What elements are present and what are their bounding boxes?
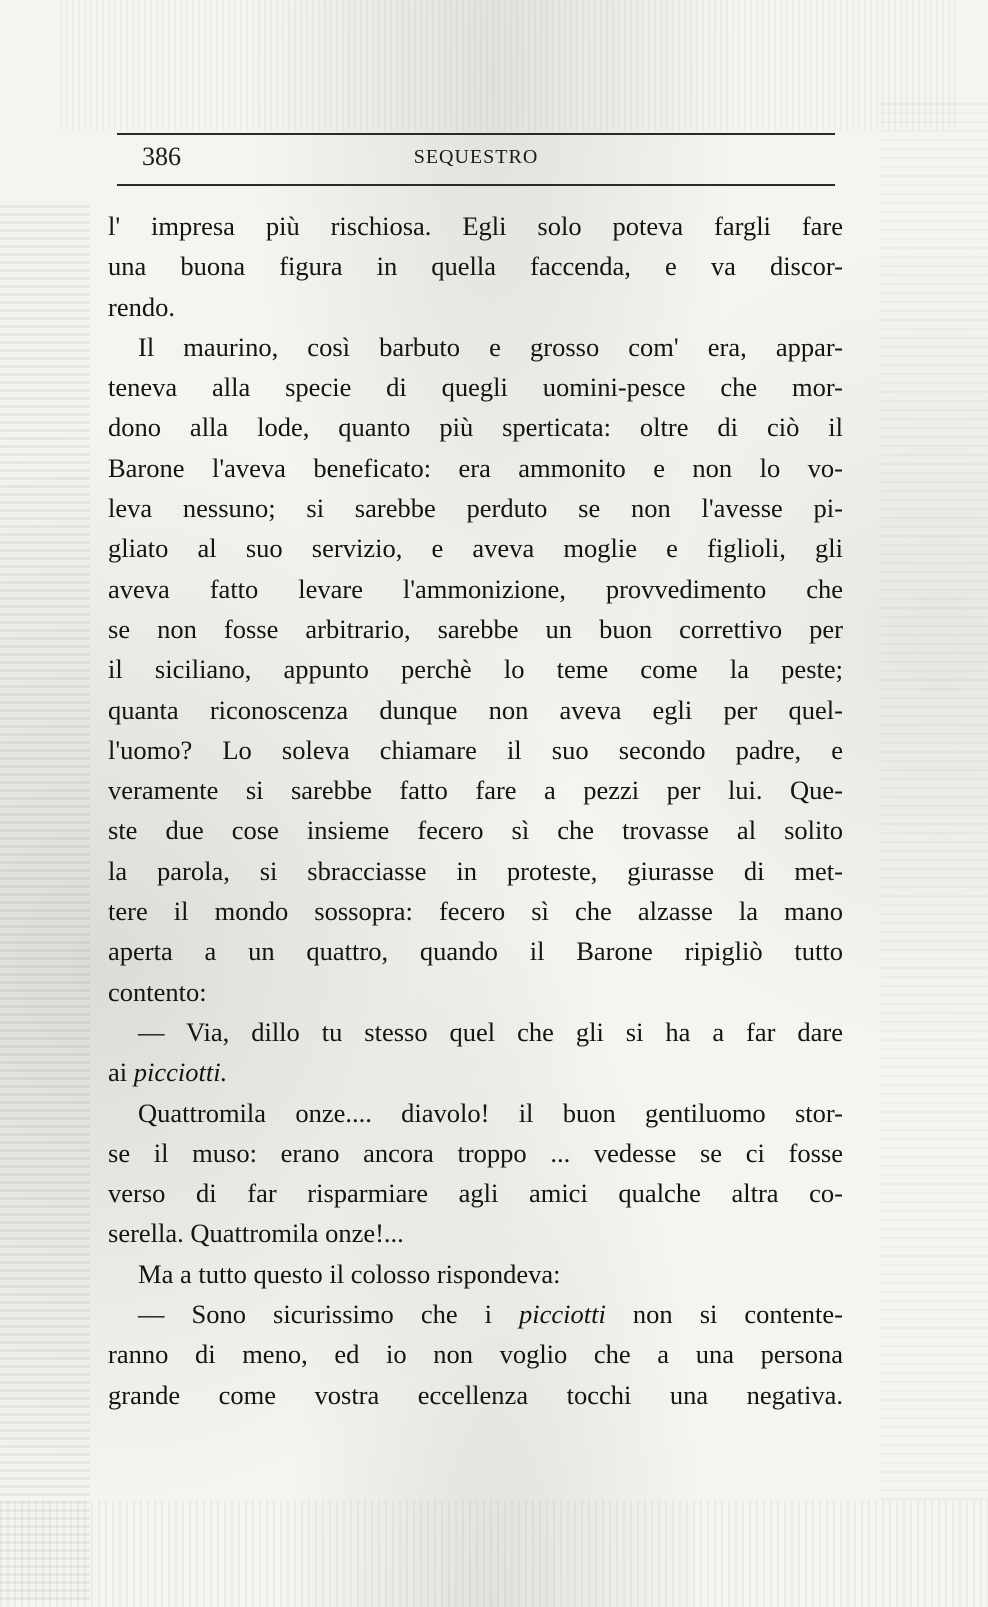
line-text: l'uomo? Lo soleva chiamare il suo secondo padre, e: [108, 734, 843, 765]
text-line: [108, 1375, 843, 1415]
scan-noise-left: [0, 200, 90, 1600]
scan-noise-top: [60, 0, 960, 130]
line-text: aperta a un quattro, quando il Barone ripigliò tutto: [108, 936, 843, 967]
text-line: [108, 287, 843, 327]
text-line: [108, 1173, 843, 1213]
text-line: [108, 931, 843, 971]
line-text: veramente si sarebbe fatto fare a pezzi per lui. Que-: [108, 775, 843, 806]
body-text: [108, 206, 843, 1415]
line-text: teneva alla specie di quegli uomini-pesce che mor-: [108, 372, 843, 403]
text-line: [108, 1294, 843, 1334]
line-text: gliato al suo servizio, e aveva moglie e figlioli, gli: [108, 533, 843, 564]
line-text: dono alla lode, quanto più sperticata: oltre di ciò il: [108, 412, 843, 443]
line-text: Il maurino, così barbuto e grosso com' era, appar-: [138, 331, 843, 362]
line-text: se il muso: erano ancora troppo ... vedesse se ci fosse: [108, 1137, 843, 1168]
italic-word: picciotti: [519, 1299, 606, 1330]
scan-noise-bottom: [0, 1500, 988, 1607]
line-text: leva nessuno; si sarebbe perduto se non l'avesse pi-: [108, 493, 843, 524]
line-text: Quattromila onze.... diavolo! il buon gentiluomo stor-: [138, 1097, 843, 1128]
text-line: [108, 690, 843, 730]
text-line: [108, 891, 843, 931]
line-text: aveva fatto levare l'ammonizione, provvedimento che: [108, 573, 843, 604]
text-line: [108, 528, 843, 568]
text-line: [108, 1012, 843, 1052]
line-text: rendo.: [108, 291, 175, 322]
text-line: [108, 206, 843, 246]
page-number: 386: [142, 142, 181, 171]
text-line: [108, 1334, 843, 1374]
running-head: SEQUESTRO: [413, 146, 539, 168]
text-line: [108, 488, 843, 528]
line-text: Ma a tutto questo il colosso rispondeva:: [138, 1258, 561, 1289]
line-text: tere il mondo sossopra: fecero sì che alzasse la mano: [108, 896, 843, 927]
text-line: [108, 1093, 843, 1133]
text-line: [108, 327, 843, 367]
line-text: contento:: [108, 976, 207, 1007]
text-line: [108, 972, 843, 1012]
line-text: — Sono sicurissimo che i: [138, 1299, 520, 1330]
line-text: verso di far risparmiare agli amici qualche altra co-: [108, 1178, 843, 1209]
line-text: l' impresa più rischiosa. Egli solo poteva fargli fare: [108, 211, 843, 241]
text-line: [108, 246, 843, 286]
text-line: [108, 407, 843, 447]
text-line: [108, 770, 843, 810]
text-line: [108, 367, 843, 407]
line-text: quanta riconoscenza dunque non aveva egli per quel-: [108, 694, 843, 725]
line-text: la parola, si sbracciasse in proteste, giurasse di met-: [108, 855, 843, 886]
header-rule-bottom: [117, 184, 835, 186]
line-text: grande come vostra eccellenza tocchi una negativa.: [108, 1379, 843, 1410]
scan-noise-right: [880, 100, 988, 1500]
text-line: [108, 851, 843, 891]
text-line: [108, 730, 843, 770]
text-line: [108, 1133, 843, 1173]
header-rule-top: [117, 133, 835, 135]
page-header: [117, 140, 835, 178]
text-line: [108, 810, 843, 850]
text-line: [108, 649, 843, 689]
line-text: il siciliano, appunto perchè lo teme come la peste;: [108, 654, 843, 685]
italic-word: picciotti.: [133, 1057, 228, 1088]
line-text: ste due cose insieme fecero sì che trovasse al solito: [108, 815, 843, 846]
text-line: [108, 1052, 843, 1092]
text-line: [108, 448, 843, 488]
line-text: se non fosse arbitrario, sarebbe un buon correttivo per: [108, 613, 843, 644]
text-line: [108, 609, 843, 649]
line-text: Barone l'aveva beneficato: era ammonito e non lo vo-: [108, 452, 843, 483]
line-text-after: non si contente-: [605, 1299, 843, 1330]
line-text: serella. Quattromila onze!...: [108, 1218, 404, 1249]
text-line: [108, 569, 843, 609]
line-text: ai: [108, 1057, 134, 1088]
line-text: ranno di meno, ed io non voglio che a una persona: [108, 1339, 843, 1370]
text-line: [108, 1213, 843, 1253]
line-text: una buona figura in quella faccenda, e va discor-: [108, 251, 843, 282]
text-line: [108, 1254, 843, 1294]
line-text: — Via, dillo tu stesso quel che gli si ha a far dare: [138, 1016, 843, 1047]
